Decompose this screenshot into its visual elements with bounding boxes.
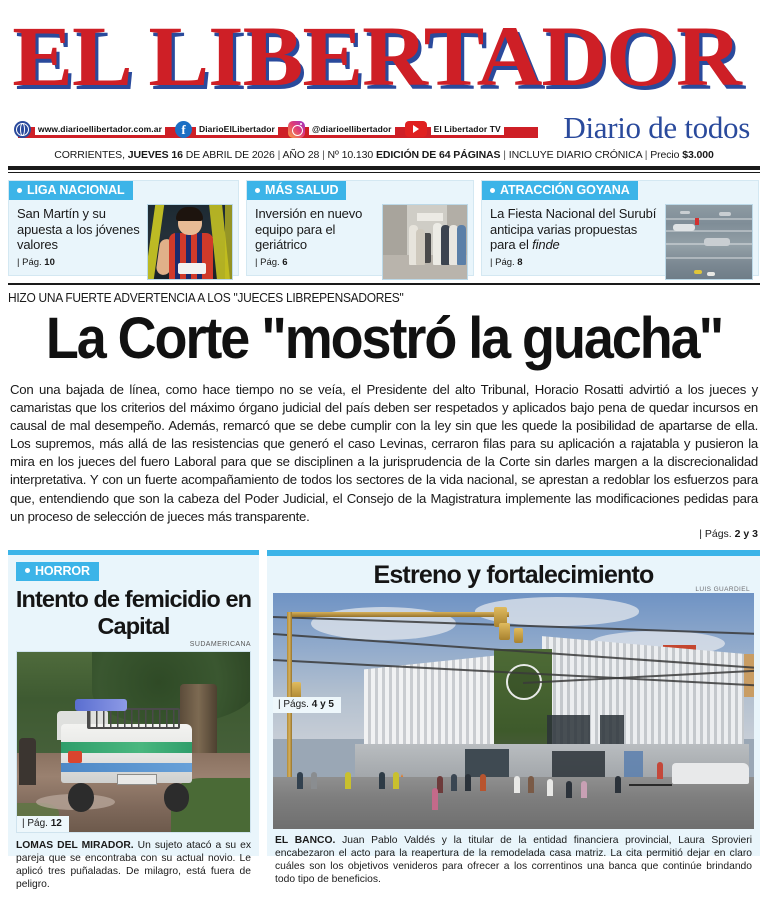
bullet-dot-icon (25, 568, 30, 573)
left-page-chip (17, 816, 69, 832)
teaser-page-prefix-1: | Pág. (17, 256, 42, 268)
teaser-page-prefix-3: | Pág. (490, 256, 515, 268)
left-page-number: 12 (50, 817, 62, 829)
teaser-page-prefix-2: | Pág. (255, 256, 280, 268)
masthead-divider-thick (8, 166, 760, 170)
teaser-atraccion-goyana[interactable] (481, 180, 759, 276)
teaser-kicker-2 (247, 181, 346, 200)
right-photo-credit: LUIS GUARDIEL (695, 585, 750, 593)
main-pages-prefix: | Págs. (699, 527, 732, 540)
dateline-edition: EDICIÓN DE 64 PÁGINAS (375, 149, 501, 161)
story-banco[interactable] (267, 550, 760, 885)
basketball-player-photo (147, 204, 233, 280)
hospital-group-photo (382, 204, 468, 280)
right-page-chip (273, 697, 341, 713)
teaser-headline-3-pre: La Fiesta Nacional del Surubí anticipa varias propuestas para el (490, 206, 657, 252)
social-label-youtube: El Libertador TV (431, 123, 504, 135)
teaser-page-number-3: 8 (517, 256, 523, 268)
right-caption-lead: EL BANCO. (275, 834, 336, 846)
teaser-headline-1: San Martín y su apuesta a los jóvenes valores (17, 206, 140, 252)
left-caption-lead: LOMAS DEL MIRADOR. (16, 839, 134, 851)
right-caption-body: Juan Pablo Valdés y la titular de la entidad financiera provincial, Laura Sprovieri encabezaron el acto para la reapertura de la remodelada casa matriz. La cita permitió dejar en claro cuáles son los objetivos venideros para ofrecer a los correntinos una banca que continúe brindando todo tipo de beneficios. (275, 834, 752, 885)
left-photo-credit: SUDAMERICANA (189, 640, 251, 648)
teaser-kicker-label-1: LIGA NACIONAL (27, 183, 125, 197)
social-bar (8, 110, 760, 145)
river-boats-photo (665, 204, 753, 280)
dateline-city: CORRIENTES, (54, 149, 125, 161)
main-headline[interactable]: La Corte "mostró la guacha" (45, 306, 723, 371)
right-caption (275, 834, 752, 886)
left-accent-bar (8, 550, 259, 555)
teaser-mas-salud[interactable] (246, 180, 474, 276)
masthead (0, 0, 768, 166)
teaser-liga-nacional[interactable] (8, 180, 239, 276)
newspaper-logo[interactable]: EL LIBERTADOR (12, 8, 741, 104)
right-headline[interactable]: Estreno y fortalecimiento (373, 560, 654, 589)
facebook-icon: f (175, 121, 192, 138)
story-femicidio[interactable] (8, 550, 259, 890)
teaser-page-number-1: 10 (44, 256, 55, 268)
bullet-dot-icon (17, 188, 22, 193)
bullet-dot-icon (255, 188, 260, 193)
social-link-youtube[interactable] (405, 121, 504, 137)
teaser-page-2 (255, 257, 376, 268)
teaser-headline-2: Inversión en nuevo equipo para el geriátrico (255, 206, 363, 252)
social-link-facebook[interactable] (175, 121, 278, 138)
left-caption-body: Un sujeto atacó a su ex pareja que se encontraba con su actual novio. Le aplicó tres puñaladas. De milagro, está fuera de peligro. (16, 839, 251, 890)
police-pickup-truck-photo (16, 651, 251, 833)
teaser-kicker-label-2: MÁS SALUD (265, 183, 339, 197)
left-headline[interactable]: Intento de femicidio en Capital (15, 585, 252, 639)
social-label-website: www.diarioellibertador.com.ar (35, 123, 165, 135)
dateline-date-rest: DE ABRIL DE 2026 (185, 149, 275, 161)
teaser-headline-3-italic: finde (532, 237, 560, 252)
social-link-website[interactable] (14, 121, 165, 138)
right-page-prefix: | Págs. (278, 698, 309, 710)
main-lead-paragraph: Con una bajada de línea, como hace tiempo no se veía, el Presidente del alto Tribunal, Horacio Rosatti advirtió a los jueces y camaristas que los criterios del máximo órgano judicial del país deben ser respetados y aplicados bajo pena de quedar incursos en causal de mal desempeño. Además, remarcó que se debe cumplir con la ley sin que les quede la posibilidad de apartarse de ella. Los supremos, más allá de las resistencias que generó el caso Levinas, cerraron filas para su aplicación a rajatabla y pusieron la mira en los jueces del fuero Laboral para que se disciplinen a la jurisprudencia de la Corte sin darles margen a la discrecionalidad interpretativa. Y con un fuerte acompañamiento de todos los sectores de la vida nacional, se aprestan a redoblar los esfuerzos para que, entendiendo que son la cabeza del Poder Judicial, el Consejo de la Magistratura implemente las modificaciones pedidas para un proceso de selección de jueces más transparente. (10, 382, 758, 524)
dateline-price-label: Precio (650, 149, 680, 161)
teaser-kicker-1 (9, 181, 133, 200)
dateline: CORRIENTES, JUEVES 16 DE ABRIL DE 2026 | AÑO 28 | Nº 10.130 EDICIÓN DE 64 PÁGINAS | INCLUYE DIARIO CRÓNICA | Precio $3.000 (54, 149, 714, 161)
main-kicker: HIZO UNA FUERTE ADVERTENCIA A LOS "JUECES LIBREPENSADORES" (8, 290, 404, 305)
teaser-kicker-label-3: ATRACCIÓN GOYANA (500, 183, 630, 197)
left-page-prefix: | Pág. (22, 817, 48, 829)
teaser-headline-3 (490, 206, 659, 253)
dateline-issue: Nº 10.130 (327, 149, 374, 161)
main-pages-number: 2 y 3 (734, 527, 758, 540)
status-badge-horror (16, 562, 99, 581)
right-page-number: 4 y 5 (311, 698, 334, 710)
bottom-section (8, 550, 760, 890)
teaser-kicker-3 (482, 181, 638, 200)
masthead-divider-thin (8, 172, 760, 173)
logo-row (8, 4, 760, 112)
bullet-dot-icon (490, 188, 495, 193)
teaser-page-3 (490, 257, 659, 268)
teaser-page-number-2: 6 (282, 256, 288, 268)
right-accent-bar (267, 550, 760, 556)
dateline-supplement: INCLUYE DIARIO CRÓNICA (508, 149, 642, 161)
masthead-tagline: Diario de todos (557, 110, 750, 146)
bank-building-photo (273, 593, 754, 829)
main-pages-reference (0, 528, 758, 540)
main-story-divider (8, 283, 760, 285)
dateline-date-bold: JUEVES 16 (127, 149, 183, 161)
youtube-icon (405, 121, 427, 137)
instagram-icon (288, 121, 305, 138)
left-caption (16, 839, 251, 891)
social-link-instagram[interactable] (288, 121, 395, 138)
dateline-price-value: $3.000 (682, 149, 714, 161)
globe-icon (14, 121, 31, 138)
social-label-facebook: DiarioElLibertador (196, 123, 278, 135)
dateline-year: AÑO 28 (282, 149, 320, 161)
teaser-page-1 (17, 257, 141, 268)
badge-label-horror: HORROR (35, 563, 90, 578)
teaser-row (8, 180, 760, 276)
social-label-instagram: @diarioellibertador (309, 123, 395, 135)
